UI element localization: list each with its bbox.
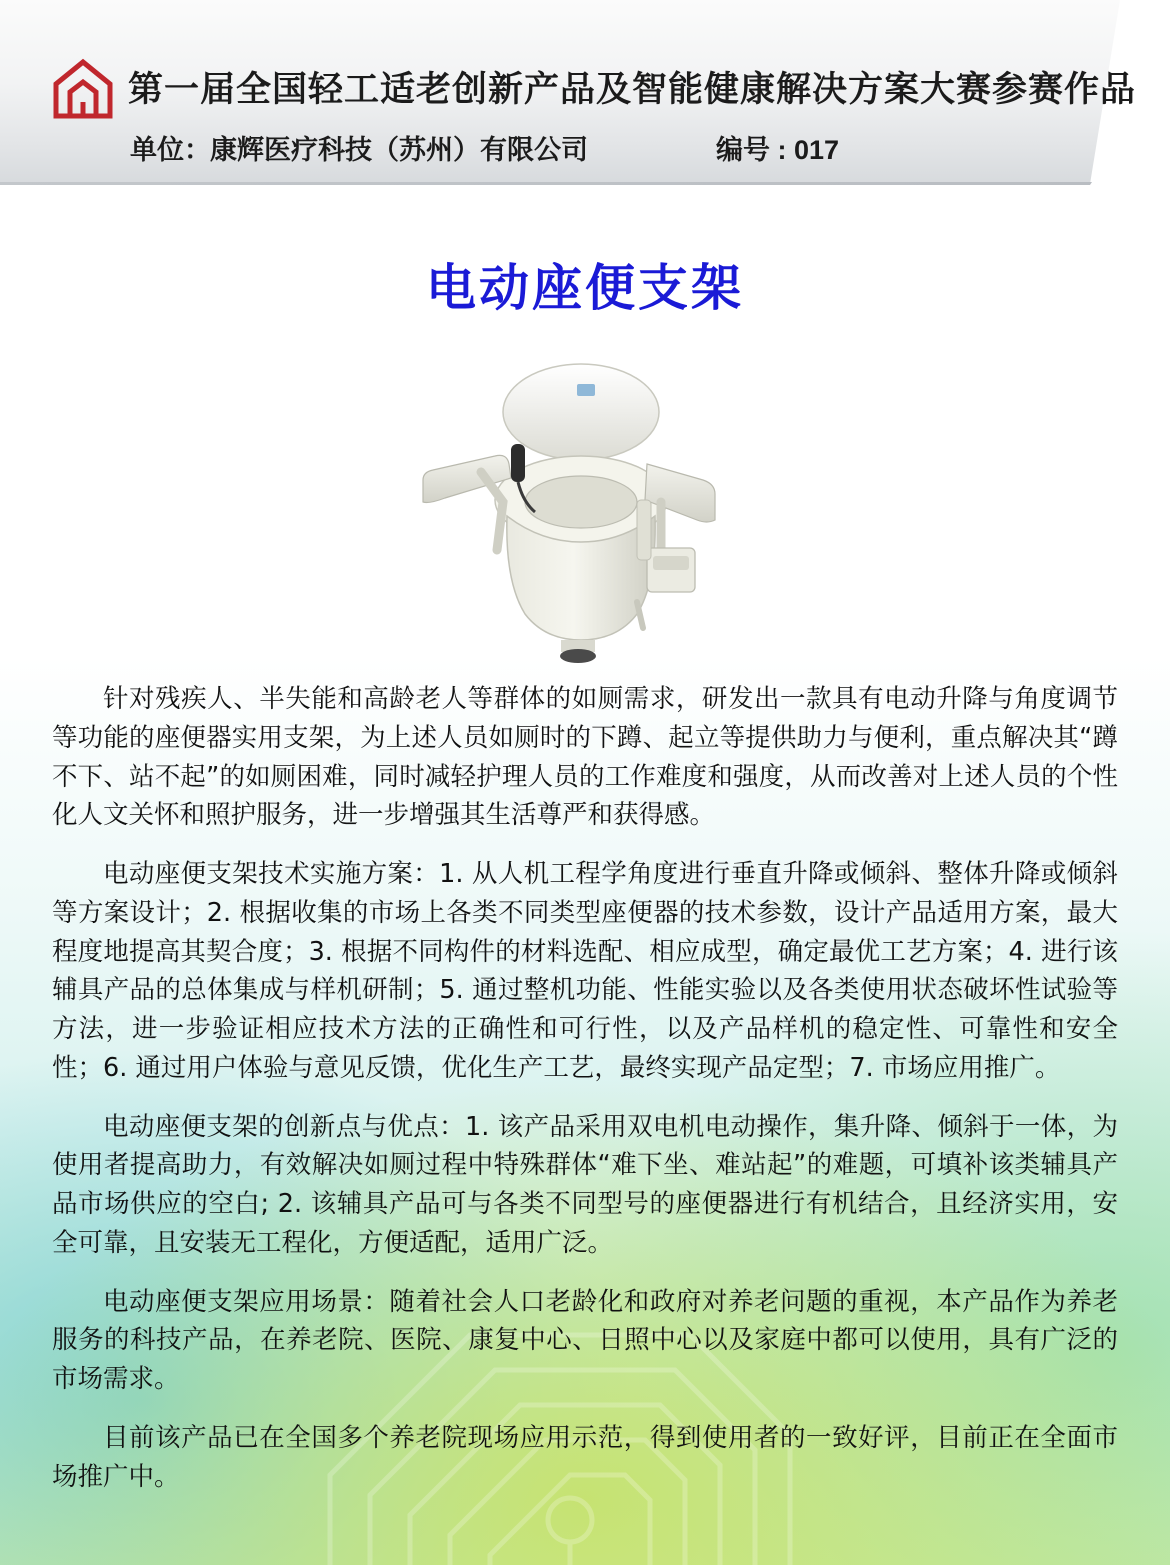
- description-body: [52, 680, 1118, 1496]
- entry-number: 编号 : 017: [716, 135, 840, 165]
- competition-title: 第一届全国轻工适老创新产品及智能健康解决方案大赛参赛作品: [128, 70, 1137, 109]
- unit-value: 康辉医疗科技（苏州）有限公司: [210, 135, 588, 165]
- product-photo: [385, 352, 785, 672]
- house-outline-icon: [52, 58, 114, 120]
- header-subrow: [130, 128, 1070, 168]
- paragraph-4: 电动座便支架应用场景：随着社会人口老龄化和政府对养老问题的重视，本产品作为养老服务的科技产品，在养老院、医院、康复中心、日照中心以及家庭中都可以使用，具有广泛的市场需求。: [52, 1286, 1118, 1394]
- poster-header: [0, 0, 1170, 190]
- paragraph-3: 电动座便支架的创新点与优点：1. 该产品采用双电机电动操作，集升降、倾斜于一体，为使用者提高助力，有效解决如厕过程中特殊群体“难下坐、难站起”的难题，可填补该类辅具产品市场供应的空白; 2. 该辅具产品可与各类不同型号的座便器进行有机结合，且经济实用，安全可靠，且安装无工程化，方便适配，适用广泛。: [52, 1111, 1118, 1258]
- product-title: 电动座便支架: [426, 260, 744, 316]
- paragraph-5: 目前该产品已在全国多个养老院现场应用示范，得到使用者的一致好评，目前正在全面市场推广中。: [52, 1422, 1118, 1492]
- paragraph-2: 电动座便支架技术实施方案：1. 从人机工程学角度进行垂直升降或倾斜、整体升降或倾斜等方案设计；2. 根据收集的市场上各类不同类型座便器的技术参数，设计产品适用方案，最大程度地提高其契合度；3. 根据不同构件的材料选配、相应成型，确定最优工艺方案；4. 进行该辅具产品的总体集成与样机研制；5. 通过整机功能、性能实验以及各类使用状态破坏性试验等方法，进一步验证相应技术方法的正确性和可行性，以及产品样机的稳定性、可靠性和安全性；6. 通过用户体验与意见反馈，优化生产工艺，最终实现产品定型；7. 市场应用推广。: [52, 859, 1118, 1083]
- paragraph-1: 针对残疾人、半失能和高龄老人等群体的如厕需求，研发出一款具有电动升降与角度调节等功能的座便器实用支架，为上述人员如厕时的下蹲、起立等提供助力与便利，重点解决其“蹲不下、站不起”的如厕困难，同时减轻护理人员的工作难度和强度，从而改善对上述人员的个性化人文关怀和照护服务，进一步增强其生活尊严和获得感。: [52, 684, 1118, 831]
- unit-label: 单位：: [130, 135, 211, 165]
